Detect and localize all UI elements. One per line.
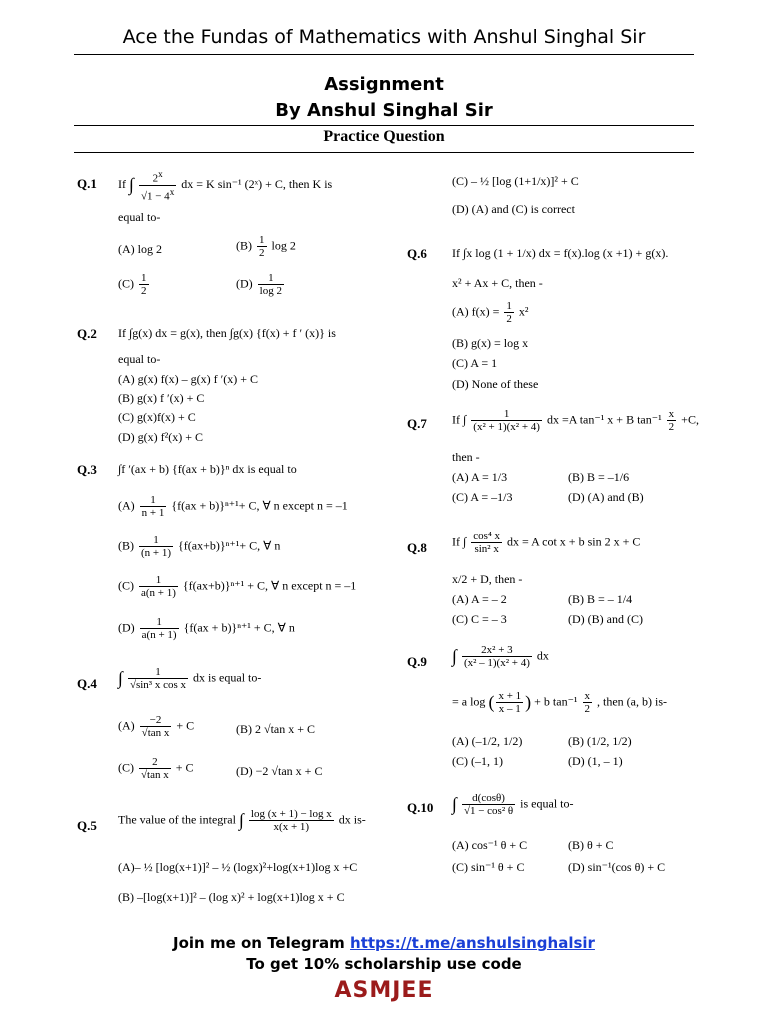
title-rule-bottom xyxy=(74,152,694,153)
q8-option-c: (C) C = – 3 xyxy=(452,612,507,626)
q6-option-d: (D) None of these xyxy=(452,377,539,391)
q3-option-a: (A) $\frac{1}{n + 1}$ {f(ax + b)}ⁿ⁺¹+ C, ∀ n except n = –1 xyxy=(118,494,348,519)
q3-option-b: (B) $\frac{1}{(n + 1)}$ {f(ax+b)}ⁿ⁺¹+ C, ∀ n xyxy=(118,534,281,559)
q2-number: Q.2 xyxy=(77,326,97,341)
assignment-title: Assignment xyxy=(324,74,444,95)
header-rule xyxy=(74,54,694,55)
q4-option-a: (A) $\frac{-2}{\text{√tan x}}$ + C xyxy=(118,714,195,739)
q2-option-d: (D) g(x) f²(x) + C xyxy=(118,430,204,444)
q4-option-c: (C) $\frac{2}{\text{√tan x}}$ + C xyxy=(118,756,194,781)
q5-option-c: (C) – ½ [log (1+1/x)]² + C xyxy=(452,174,579,188)
q6-option-b: (B) g(x) = log x xyxy=(452,336,529,350)
q3-option-c: (C) $\frac{1}{a(n + 1)}$ {f(ax+b)}ⁿ⁺¹ + C, ∀ n except n = –1 xyxy=(118,574,357,599)
page-header-title: Ace the Fundas of Mathematics with Anshul Singhal Sir xyxy=(122,26,646,48)
q1-option-d: (D) $\frac{1}{\log 2}$ xyxy=(236,272,282,297)
q4-option-d: (D) −2 √tan x + C xyxy=(236,764,323,778)
telegram-line: Join me on Telegram https://t.me/anshulsinghalsir xyxy=(173,934,595,952)
q2-option-b: (B) g(x) f ′(x) + C xyxy=(118,391,205,405)
q6-option-c: (C) A = 1 xyxy=(452,356,498,370)
telegram-link[interactable]: https://t.me/anshulsinghalsir xyxy=(350,934,595,952)
q7-option-b: (B) B = –1/6 xyxy=(568,470,630,484)
q7-stem: If ∫ $\frac{1}{\text{(x² + 1)(x² + 4)}}$ dx =A tan⁻¹ x + B tan⁻¹ $\frac{x}{2}$ +C, xyxy=(452,408,699,433)
q6-stem-line2: x² + Ax + C, then - xyxy=(452,276,543,290)
q10-option-b: (B) θ + C xyxy=(568,838,614,852)
q7-stem-line2: then - xyxy=(452,450,480,464)
q7-option-c: (C) A = –1/3 xyxy=(452,490,513,504)
q10-option-c: (C) sin⁻¹ θ + C xyxy=(452,860,525,874)
q4-number: Q.4 xyxy=(77,676,97,691)
q9-number: Q.9 xyxy=(407,654,427,669)
q8-stem: If ∫ $\frac{\text{cos⁴ x}}{\text{sin² x}}$ dx = A cot x + b sin 2 x + C xyxy=(452,530,641,555)
q10-option-d: (D) sin⁻¹(cos θ) + C xyxy=(568,860,666,874)
practice-question-heading: Practice Question xyxy=(323,128,445,145)
q10-option-a: (A) cos⁻¹ θ + C xyxy=(452,838,528,852)
q5-option-b: (B) –[log(x+1)]² – (log x)² + log(x+1)log x + C xyxy=(118,890,345,904)
q1-option-c: (C) $\frac{1}{2}$ xyxy=(118,272,147,297)
author-line: By Anshul Singhal Sir xyxy=(275,100,493,121)
q7-option-d: (D) (A) and (B) xyxy=(568,490,644,504)
q1-stem: If ∫ $\frac{2^x}{√1 - 4^x}$ dx = K sin⁻¹ (2ˣ) + C, then K is xyxy=(118,169,333,203)
q6-stem: If ∫x log (1 + 1/x) dx = f(x).log (x +1) + g(x). xyxy=(452,246,669,260)
q5-option-d: (D) (A) and (C) is correct xyxy=(452,202,575,216)
q1-option-a: (A) log 2 xyxy=(118,242,162,256)
q1-stem-line2: equal to- xyxy=(118,210,161,224)
q5-stem: The value of the integral ∫ $\frac{\text{log (x + 1) − log x}}{x(x + 1)}$ dx is- xyxy=(118,808,366,833)
q9-option-c: (C) (–1, 1) xyxy=(452,754,503,768)
q2-option-c: (C) g(x)f(x) + C xyxy=(118,410,196,424)
q2-stem-line2: equal to- xyxy=(118,352,161,366)
q7-number: Q.7 xyxy=(407,416,427,431)
q10-number: Q.10 xyxy=(407,800,434,815)
q1-option-b: (B) $\frac{1}{2}$ log 2 xyxy=(236,234,296,259)
q5-option-a: (A)– ½ [log(x+1)]² – ½ (logx)²+log(x+1)log x +C xyxy=(118,860,358,874)
q3-option-d: (D) $\frac{1}{a(n + 1)}$ {f(ax + b)}ⁿ⁺¹ + C, ∀ n xyxy=(118,616,295,641)
q3-number: Q.3 xyxy=(77,462,97,477)
q8-number: Q.8 xyxy=(407,540,427,555)
q8-stem-line2: x/2 + D, then - xyxy=(452,572,523,586)
q9-stem-line2: = a log ( $\frac{x + 1}{x - 1}$ ) + b tan⁻¹ $\frac{x}{2}$ , then (a, b) is- xyxy=(452,690,667,715)
q6-number: Q.6 xyxy=(407,246,427,261)
q9-option-a: (A) (–1/2, 1/2) xyxy=(452,734,523,748)
q7-option-a: (A) A = 1/3 xyxy=(452,470,508,484)
q5-number: Q.5 xyxy=(77,818,97,833)
q1-number: Q.1 xyxy=(77,176,97,191)
coupon-code: ASMJEE xyxy=(334,978,434,1003)
q4-option-b: (B) 2 √tan x + C xyxy=(236,722,316,736)
q2-stem: If ∫g(x) dx = g(x), then ∫g(x) {f(x) + f ′ (x)} is xyxy=(118,326,336,340)
q3-stem: ∫f ′(ax + b) {f(ax + b)}ⁿ dx is equal to xyxy=(118,462,297,476)
q6-option-a: (A) f(x) = $\frac{1}{2}$ x² xyxy=(452,300,529,325)
q1-fraction: $\frac{2^x}{√1 - 4^x}$ xyxy=(140,169,175,203)
q2-option-a: (A) g(x) f(x) – g(x) f ′(x) + C xyxy=(118,372,259,386)
q9-option-b: (B) (1/2, 1/2) xyxy=(568,734,632,748)
q10-stem: ∫ $\frac{d(\cos\theta)}{\text{√1 − cos² θ}}$ is equal to- xyxy=(452,792,574,817)
q9-stem: ∫ $\frac{\text{2x² + 3}}{\text{(x² – 1)(x² + 4)}}$ dx xyxy=(452,644,549,669)
q8-option-a: (A) A = – 2 xyxy=(452,592,507,606)
q8-option-b: (B) B = – 1/4 xyxy=(568,592,633,606)
scholarship-line: To get 10% scholarship use code xyxy=(246,955,522,973)
q4-stem: ∫ $\frac{1}{\text{√sin³ x cos x}}$ dx is equal to- xyxy=(118,666,262,691)
title-rule-top xyxy=(74,125,694,126)
q9-option-d: (D) (1, – 1) xyxy=(568,754,623,768)
q8-option-d: (D) (B) and (C) xyxy=(568,612,643,626)
